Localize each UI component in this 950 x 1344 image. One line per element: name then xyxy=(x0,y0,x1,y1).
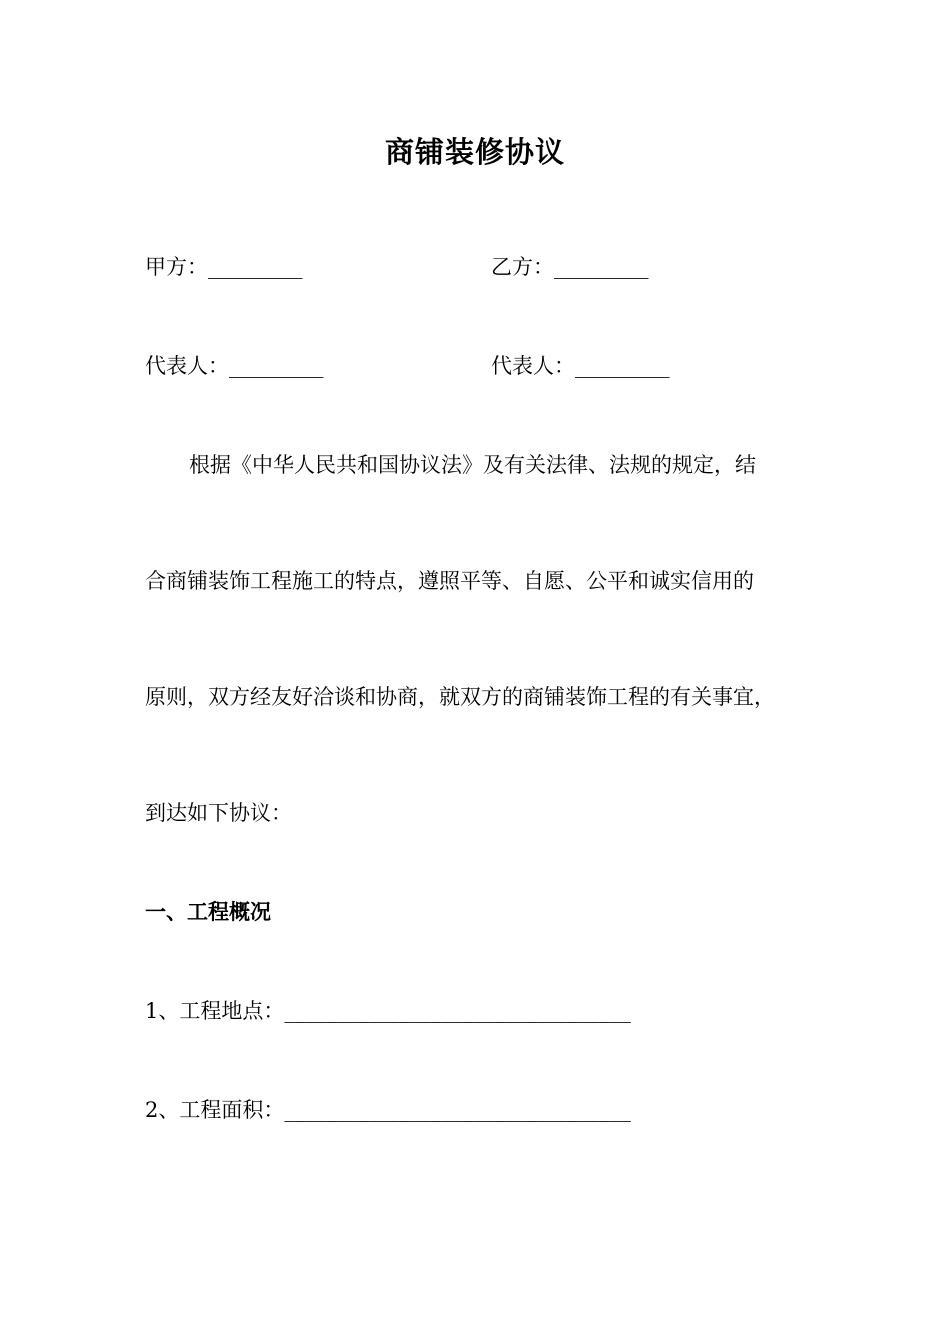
party-a-field: 甲方：_________ xyxy=(145,255,303,279)
item-project-area: 2、工程面积：_________________________________ xyxy=(145,1098,631,1122)
paragraph-line-1: 根据《中华人民共和国协议法》及有关法律、法规的规定，结 xyxy=(189,453,756,477)
document-title: 商铺装修协议 xyxy=(384,135,565,169)
paragraph-line-2: 合商铺装饰工程施工的特点，遵照平等、自愿、公平和诚实信用的 xyxy=(145,569,754,593)
party-a-representative-field: 代表人：_________ xyxy=(145,354,324,378)
paragraph-line-4: 到达如下协议： xyxy=(145,801,292,825)
party-b-representative-field: 代表人：_________ xyxy=(491,354,670,378)
paragraph-line-3: 原则，双方经友好洽谈和协商，就双方的商铺装饰工程的有关事宜， xyxy=(145,685,775,709)
party-b-field: 乙方：_________ xyxy=(491,255,649,279)
item-project-location: 1、工程地点：_________________________________ xyxy=(145,999,631,1023)
section-heading: 一、工程概况 xyxy=(145,899,271,924)
